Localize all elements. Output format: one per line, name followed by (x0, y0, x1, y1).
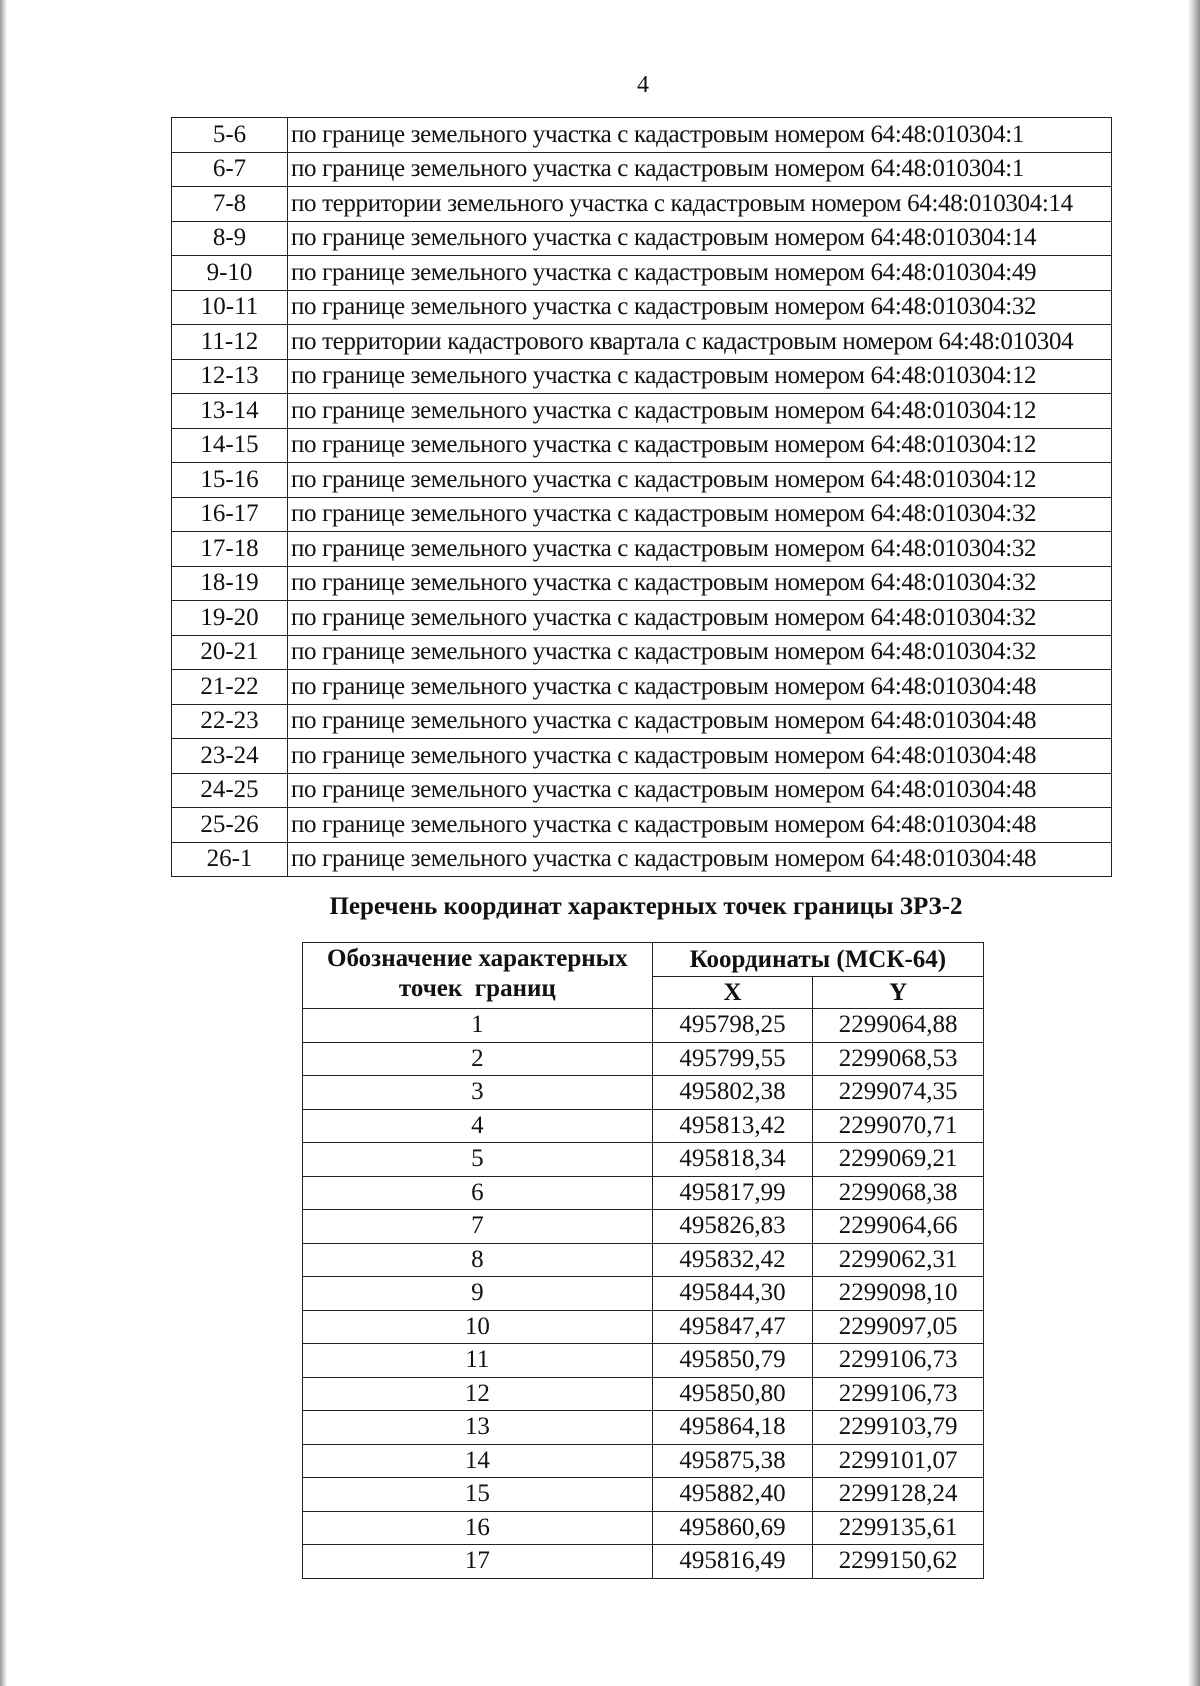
segment-cell: 15-16 (172, 463, 288, 498)
page-number: 4 (637, 72, 649, 98)
y-cell: 2299135,61 (813, 1511, 984, 1545)
scan-shadow-right (1188, 0, 1200, 1686)
description-cell: по границе земельного участка с кадастровым номером 64:48:010304:49 (288, 256, 1112, 291)
boundary-row (172, 842, 1112, 877)
description-cell: по границе земельного участка с кадастровым номером 64:48:010304:32 (288, 566, 1112, 601)
y-cell: 2299106,73 (813, 1344, 984, 1378)
coordinate-row (303, 1411, 984, 1445)
point-cell: 2 (303, 1042, 653, 1076)
coordinate-row (303, 1243, 984, 1277)
coordinate-row (303, 1377, 984, 1411)
coordinate-row (303, 1042, 984, 1076)
point-cell: 10 (303, 1310, 653, 1344)
boundary-row (172, 325, 1112, 360)
boundary-row (172, 187, 1112, 222)
x-cell: 495875,38 (652, 1444, 813, 1478)
segment-cell: 6-7 (172, 152, 288, 187)
coordinate-row (303, 1344, 984, 1378)
y-cell: 2299150,62 (813, 1545, 984, 1579)
boundary-row (172, 256, 1112, 291)
boundary-row (172, 497, 1112, 532)
point-cell: 1 (303, 1009, 653, 1043)
segment-cell: 9-10 (172, 256, 288, 291)
coordinate-row (303, 1143, 984, 1177)
segment-cell: 20-21 (172, 635, 288, 670)
point-header-line1: Обозначение характерных (327, 945, 628, 972)
description-cell: по границе земельного участка с кадастровым номером 64:48:010304:14 (288, 221, 1112, 256)
coordinate-row (303, 1444, 984, 1478)
boundary-row (172, 428, 1112, 463)
description-cell: по границе земельного участка с кадастровым номером 64:48:010304:48 (288, 773, 1112, 808)
description-cell: по границе земельного участка с кадастровым номером 64:48:010304:1 (288, 152, 1112, 187)
point-designation-header (303, 943, 653, 1009)
point-header-line2: точек границ (398, 975, 556, 1002)
y-cell: 2299062,31 (813, 1243, 984, 1277)
boundary-row (172, 773, 1112, 808)
boundary-description-table (171, 117, 1112, 877)
y-cell: 2299069,21 (813, 1143, 984, 1177)
boundary-row (172, 152, 1112, 187)
description-cell: по границе земельного участка с кадастровым номером 64:48:010304:12 (288, 359, 1112, 394)
segment-cell: 25-26 (172, 808, 288, 843)
coordinate-row (303, 1176, 984, 1210)
description-cell: по границе земельного участка с кадастровым номером 64:48:010304:48 (288, 739, 1112, 774)
coordinates-table-header (303, 943, 984, 1009)
point-cell: 9 (303, 1277, 653, 1311)
point-cell: 7 (303, 1210, 653, 1244)
point-cell: 14 (303, 1444, 653, 1478)
point-cell: 8 (303, 1243, 653, 1277)
description-cell: по границе земельного участка с кадастровым номером 64:48:010304:12 (288, 428, 1112, 463)
segment-cell: 18-19 (172, 566, 288, 601)
boundary-row (172, 532, 1112, 567)
y-cell: 2299070,71 (813, 1109, 984, 1143)
point-cell: 16 (303, 1511, 653, 1545)
point-cell: 3 (303, 1076, 653, 1110)
coordinate-row (303, 1076, 984, 1110)
x-column-header: X (652, 977, 813, 1009)
x-cell: 495882,40 (652, 1478, 813, 1512)
point-cell: 6 (303, 1176, 653, 1210)
x-cell: 495799,55 (652, 1042, 813, 1076)
x-cell: 495844,30 (652, 1277, 813, 1311)
y-cell: 2299098,10 (813, 1277, 984, 1311)
segment-cell: 12-13 (172, 359, 288, 394)
boundary-row (172, 394, 1112, 429)
boundary-row (172, 118, 1112, 153)
coordinate-row (303, 1478, 984, 1512)
boundary-row (172, 670, 1112, 705)
coordinate-row (303, 1210, 984, 1244)
boundary-row (172, 635, 1112, 670)
description-cell: по территории кадастрового квартала с кадастровым номером 64:48:010304 (288, 325, 1112, 360)
y-cell: 2299074,35 (813, 1076, 984, 1110)
segment-cell: 23-24 (172, 739, 288, 774)
segment-cell: 22-23 (172, 704, 288, 739)
boundary-row (172, 808, 1112, 843)
segment-cell: 7-8 (172, 187, 288, 222)
description-cell: по территории земельного участка с кадастровым номером 64:48:010304:14 (288, 187, 1112, 222)
scan-shadow-left (0, 0, 7, 1686)
description-cell: по границе земельного участка с кадастровым номером 64:48:010304:32 (288, 497, 1112, 532)
description-cell: по границе земельного участка с кадастровым номером 64:48:010304:32 (288, 290, 1112, 325)
x-cell: 495818,34 (652, 1143, 813, 1177)
segment-cell: 10-11 (172, 290, 288, 325)
x-cell: 495826,83 (652, 1210, 813, 1244)
x-cell: 495850,80 (652, 1377, 813, 1411)
description-cell: по границе земельного участка с кадастровым номером 64:48:010304:32 (288, 532, 1112, 567)
y-cell: 2299068,38 (813, 1176, 984, 1210)
x-cell: 495850,79 (652, 1344, 813, 1378)
description-cell: по границе земельного участка с кадастровым номером 64:48:010304:12 (288, 463, 1112, 498)
boundary-row (172, 566, 1112, 601)
coordinates-section-heading: Перечень координат характерных точек границы ЗРЗ-2 (329, 893, 963, 920)
coordinate-row (303, 1009, 984, 1043)
coordinates-table (302, 942, 984, 1579)
description-cell: по границе земельного участка с кадастровым номером 64:48:010304:32 (288, 635, 1112, 670)
segment-cell: 21-22 (172, 670, 288, 705)
segment-cell: 14-15 (172, 428, 288, 463)
point-cell: 11 (303, 1344, 653, 1378)
x-cell: 495798,25 (652, 1009, 813, 1043)
point-cell: 13 (303, 1411, 653, 1445)
y-cell: 2299101,07 (813, 1444, 984, 1478)
segment-cell: 26-1 (172, 842, 288, 877)
boundary-row (172, 463, 1112, 498)
boundary-table-body (172, 118, 1112, 877)
y-cell: 2299064,66 (813, 1210, 984, 1244)
coordinate-row (303, 1277, 984, 1311)
boundary-row (172, 601, 1112, 636)
y-cell: 2299128,24 (813, 1478, 984, 1512)
description-cell: по границе земельного участка с кадастровым номером 64:48:010304:32 (288, 601, 1112, 636)
segment-cell: 11-12 (172, 325, 288, 360)
x-cell: 495817,99 (652, 1176, 813, 1210)
x-cell: 495832,42 (652, 1243, 813, 1277)
boundary-row (172, 359, 1112, 394)
point-cell: 5 (303, 1143, 653, 1177)
coordinate-row (303, 1511, 984, 1545)
y-cell: 2299064,88 (813, 1009, 984, 1043)
segment-cell: 19-20 (172, 601, 288, 636)
coordinate-row (303, 1545, 984, 1579)
description-cell: по границе земельного участка с кадастровым номером 64:48:010304:48 (288, 808, 1112, 843)
y-cell: 2299068,53 (813, 1042, 984, 1076)
y-cell: 2299106,73 (813, 1377, 984, 1411)
y-column-header: Y (813, 977, 984, 1009)
segment-cell: 24-25 (172, 773, 288, 808)
x-cell: 495813,42 (652, 1109, 813, 1143)
description-cell: по границе земельного участка с кадастровым номером 64:48:010304:48 (288, 670, 1112, 705)
coordinates-table-body (303, 1009, 984, 1579)
description-cell: по границе земельного участка с кадастровым номером 64:48:010304:12 (288, 394, 1112, 429)
description-cell: по границе земельного участка с кадастровым номером 64:48:010304:48 (288, 704, 1112, 739)
coordinate-row (303, 1109, 984, 1143)
description-cell: по границе земельного участка с кадастровым номером 64:48:010304:48 (288, 842, 1112, 877)
boundary-row (172, 290, 1112, 325)
boundary-row (172, 739, 1112, 774)
y-cell: 2299097,05 (813, 1310, 984, 1344)
coordinates-header: Координаты (МСК-64) (652, 943, 983, 977)
boundary-row (172, 704, 1112, 739)
segment-cell: 17-18 (172, 532, 288, 567)
x-cell: 495802,38 (652, 1076, 813, 1110)
x-cell: 495847,47 (652, 1310, 813, 1344)
point-cell: 4 (303, 1109, 653, 1143)
y-cell: 2299103,79 (813, 1411, 984, 1445)
segment-cell: 13-14 (172, 394, 288, 429)
boundary-row (172, 221, 1112, 256)
point-cell: 15 (303, 1478, 653, 1512)
segment-cell: 16-17 (172, 497, 288, 532)
x-cell: 495864,18 (652, 1411, 813, 1445)
coordinate-row (303, 1310, 984, 1344)
description-cell: по границе земельного участка с кадастровым номером 64:48:010304:1 (288, 118, 1112, 153)
segment-cell: 8-9 (172, 221, 288, 256)
point-cell: 17 (303, 1545, 653, 1579)
segment-cell: 5-6 (172, 118, 288, 153)
x-cell: 495816,49 (652, 1545, 813, 1579)
point-cell: 12 (303, 1377, 653, 1411)
x-cell: 495860,69 (652, 1511, 813, 1545)
